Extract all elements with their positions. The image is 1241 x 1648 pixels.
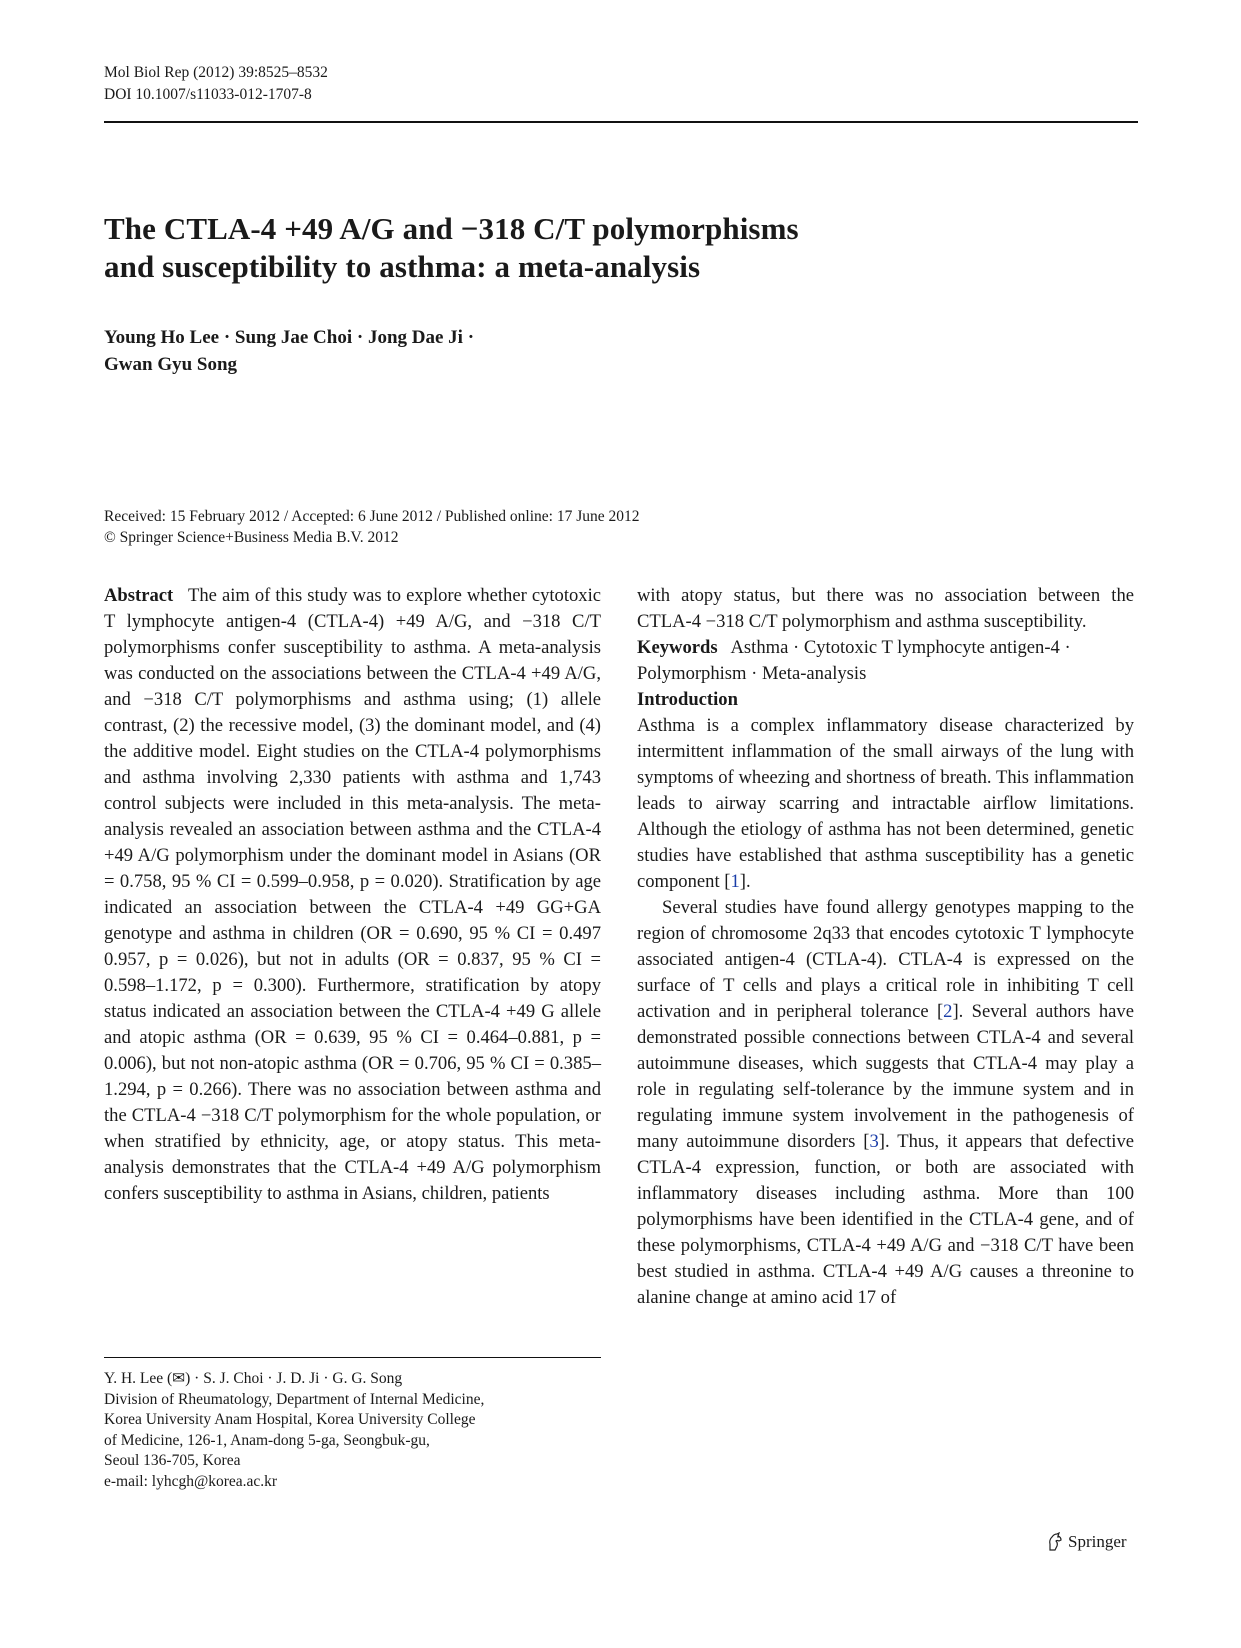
authors-line-1: Young Ho Lee · Sung Jae Choi · Jong Dae Ji ·	[104, 327, 475, 348]
publisher-name: Springer	[1068, 1532, 1127, 1551]
introduction-paragraph-1	[637, 713, 1134, 895]
footnote-affiliation-4: Seoul 136-705, Korea	[104, 1452, 241, 1469]
intro-p2-text-b: ]. Several authors have demonstrated possible connections between CTLA-4 and several autoimmune diseases, which suggests that CTLA-4 may play a role in regulating self-tolerance by the immune system and in regulating immune system involvement in the pathogenesis of many autoimmune disorders [	[637, 1001, 1134, 1152]
running-header	[104, 62, 328, 106]
abstract-continuation: with atopy status, but there was no association between the CTLA-4 −318 C/T polymorphism and asthma susceptibility.	[637, 585, 1134, 632]
introduction-paragraph-2	[637, 895, 1134, 1311]
footnote-affiliation-1: Division of Rheumatology, Department of Internal Medicine,	[104, 1390, 485, 1408]
abstract-label: Abstract	[104, 585, 174, 606]
footnote-affiliation-2: Korea University Anam Hospital, Korea University College	[104, 1411, 476, 1428]
keywords-paragraph	[637, 635, 1134, 687]
author-affiliation-footnote	[104, 1369, 601, 1492]
footnote-affiliation-3: of Medicine, 126-1, Anam-dong 5-ga, Seongbuk-gu,	[104, 1431, 430, 1449]
abstract-paragraph	[104, 583, 601, 1207]
springer-horse-icon	[1046, 1532, 1064, 1552]
copyright-line: © Springer Science+Business Media B.V. 2012	[104, 529, 399, 546]
intro-p2-text-a: Several studies have found allergy genotypes mapping to the region of chromosome 2q33 that encodes cytotoxic T lymphocyte associated antigen-4 (CTLA-4). CTLA-4 is expressed on the surface of T cells and plays a critical role in inhibiting T cell activation and in peripheral tolerance [	[637, 897, 1134, 1022]
journal-citation: Mol Biol Rep (2012) 39:8525–8532	[104, 64, 328, 81]
title-line-2: and susceptibility to asthma: a meta-analysis	[104, 249, 701, 284]
citation-link[interactable]: 3	[869, 1131, 879, 1152]
authors-line-2: Gwan Gyu Song	[104, 354, 238, 375]
footnote-rule	[104, 1357, 601, 1358]
abstract-text: The aim of this study was to explore whether cytotoxic T lymphocyte antigen-4 (CTLA-4) +49 A/G, and −318 C/T polymorphisms confer susceptibility to asthma. A meta-analysis was conducted on the associations between the CTLA-4 +49 A/G, and −318 C/T polymorphisms and asthma using; (1) allele contrast, (2) the recessive model, (3) the dominant model, and (4) the additive model. Eight studies on the CTLA-4 polymorphisms and asthma involving 2,330 patients with asthma and 1,743 control subjects were included in this meta-analysis. The meta-analysis revealed an association between asthma and the CTLA-4 +49 A/G polymorphism under the dominant model in Asians (OR = 0.758, 95 % CI = 0.599–0.958, p = 0.020). Stratification by age indicated an association between the CTLA-4 +49 GG+GA genotype and asthma in children (OR = 0.690, 95 % CI = 0.497 0.957, p = 0.026), but not in adults (OR = 0.837, 95 % CI = 0.598–1.172, p = 0.300). Furthermore, stratification by atopy status indicated an association between the CTLA-4 +49 G allele and atopic asthma (OR = 0.639, 95 % CI = 0.464–0.881, p = 0.006), but not non-atopic asthma (OR = 0.706, 95 % CI = 0.385–1.294, p = 0.266). There was no association between asthma and the CTLA-4 −318 C/T polymorphism for the whole population, or when stratified by ethnicity, age, or atopy status. This meta-analysis demonstrates that the CTLA-4 +49 A/G polymorphism confers susceptibility to asthma in Asians, children, patients	[104, 585, 602, 1204]
right-column	[637, 583, 1134, 1311]
abstract-column	[104, 583, 601, 1207]
history-dates: Received: 15 February 2012 / Accepted: 6 June 2012 / Published online: 17 June 2012	[104, 508, 640, 525]
intro-p2-text-c: ]. Thus, it appears that defective CTLA-4 expression, function, or both are associated with inflammatory diseases including asthma. More than 100 polymorphisms have been identified in the CTLA-4 gene, and of these polymorphisms, CTLA-4 +49 A/G and −318 C/T have been best studied in asthma. CTLA-4 +49 A/G causes a threonine to alanine change at amino acid 17 of	[637, 1131, 1134, 1308]
footnote-authors: Y. H. Lee (✉) · S. J. Choi · J. D. Ji · G. G. Song	[104, 1370, 403, 1387]
intro-p1-end: ].	[739, 871, 751, 892]
doi: DOI 10.1007/s11033-012-1707-8	[104, 86, 312, 103]
publisher-logo	[1046, 1531, 1127, 1553]
header-rule	[104, 121, 1138, 123]
section-heading-introduction: Introduction	[637, 689, 738, 710]
keywords-label: Keywords	[637, 637, 718, 658]
title-line-1: The CTLA-4 +49 A/G and −318 C/T polymorphisms	[104, 211, 799, 246]
intro-p1-text: Asthma is a complex inflammatory disease characterized by intermittent inflammation of the small airways of the lung with symptoms of wheezing and shortness of breath. This inflammation leads to airway scarring and intractable airflow limitations. Although the etiology of asthma has not been determined, genetic studies have established that asthma susceptibility has a genetic component [	[637, 715, 1134, 892]
footnote-email[interactable]: e-mail: lyhcgh@korea.ac.kr	[104, 1472, 278, 1490]
article-title	[104, 210, 799, 286]
citation-link[interactable]: 2	[943, 1001, 953, 1022]
author-list	[104, 324, 474, 378]
publication-history	[104, 506, 640, 548]
citation-link[interactable]: 1	[730, 871, 740, 892]
keywords-text: Asthma · Cytotoxic T lymphocyte antigen-4 · Polymorphism · Meta-analysis	[637, 637, 1071, 684]
